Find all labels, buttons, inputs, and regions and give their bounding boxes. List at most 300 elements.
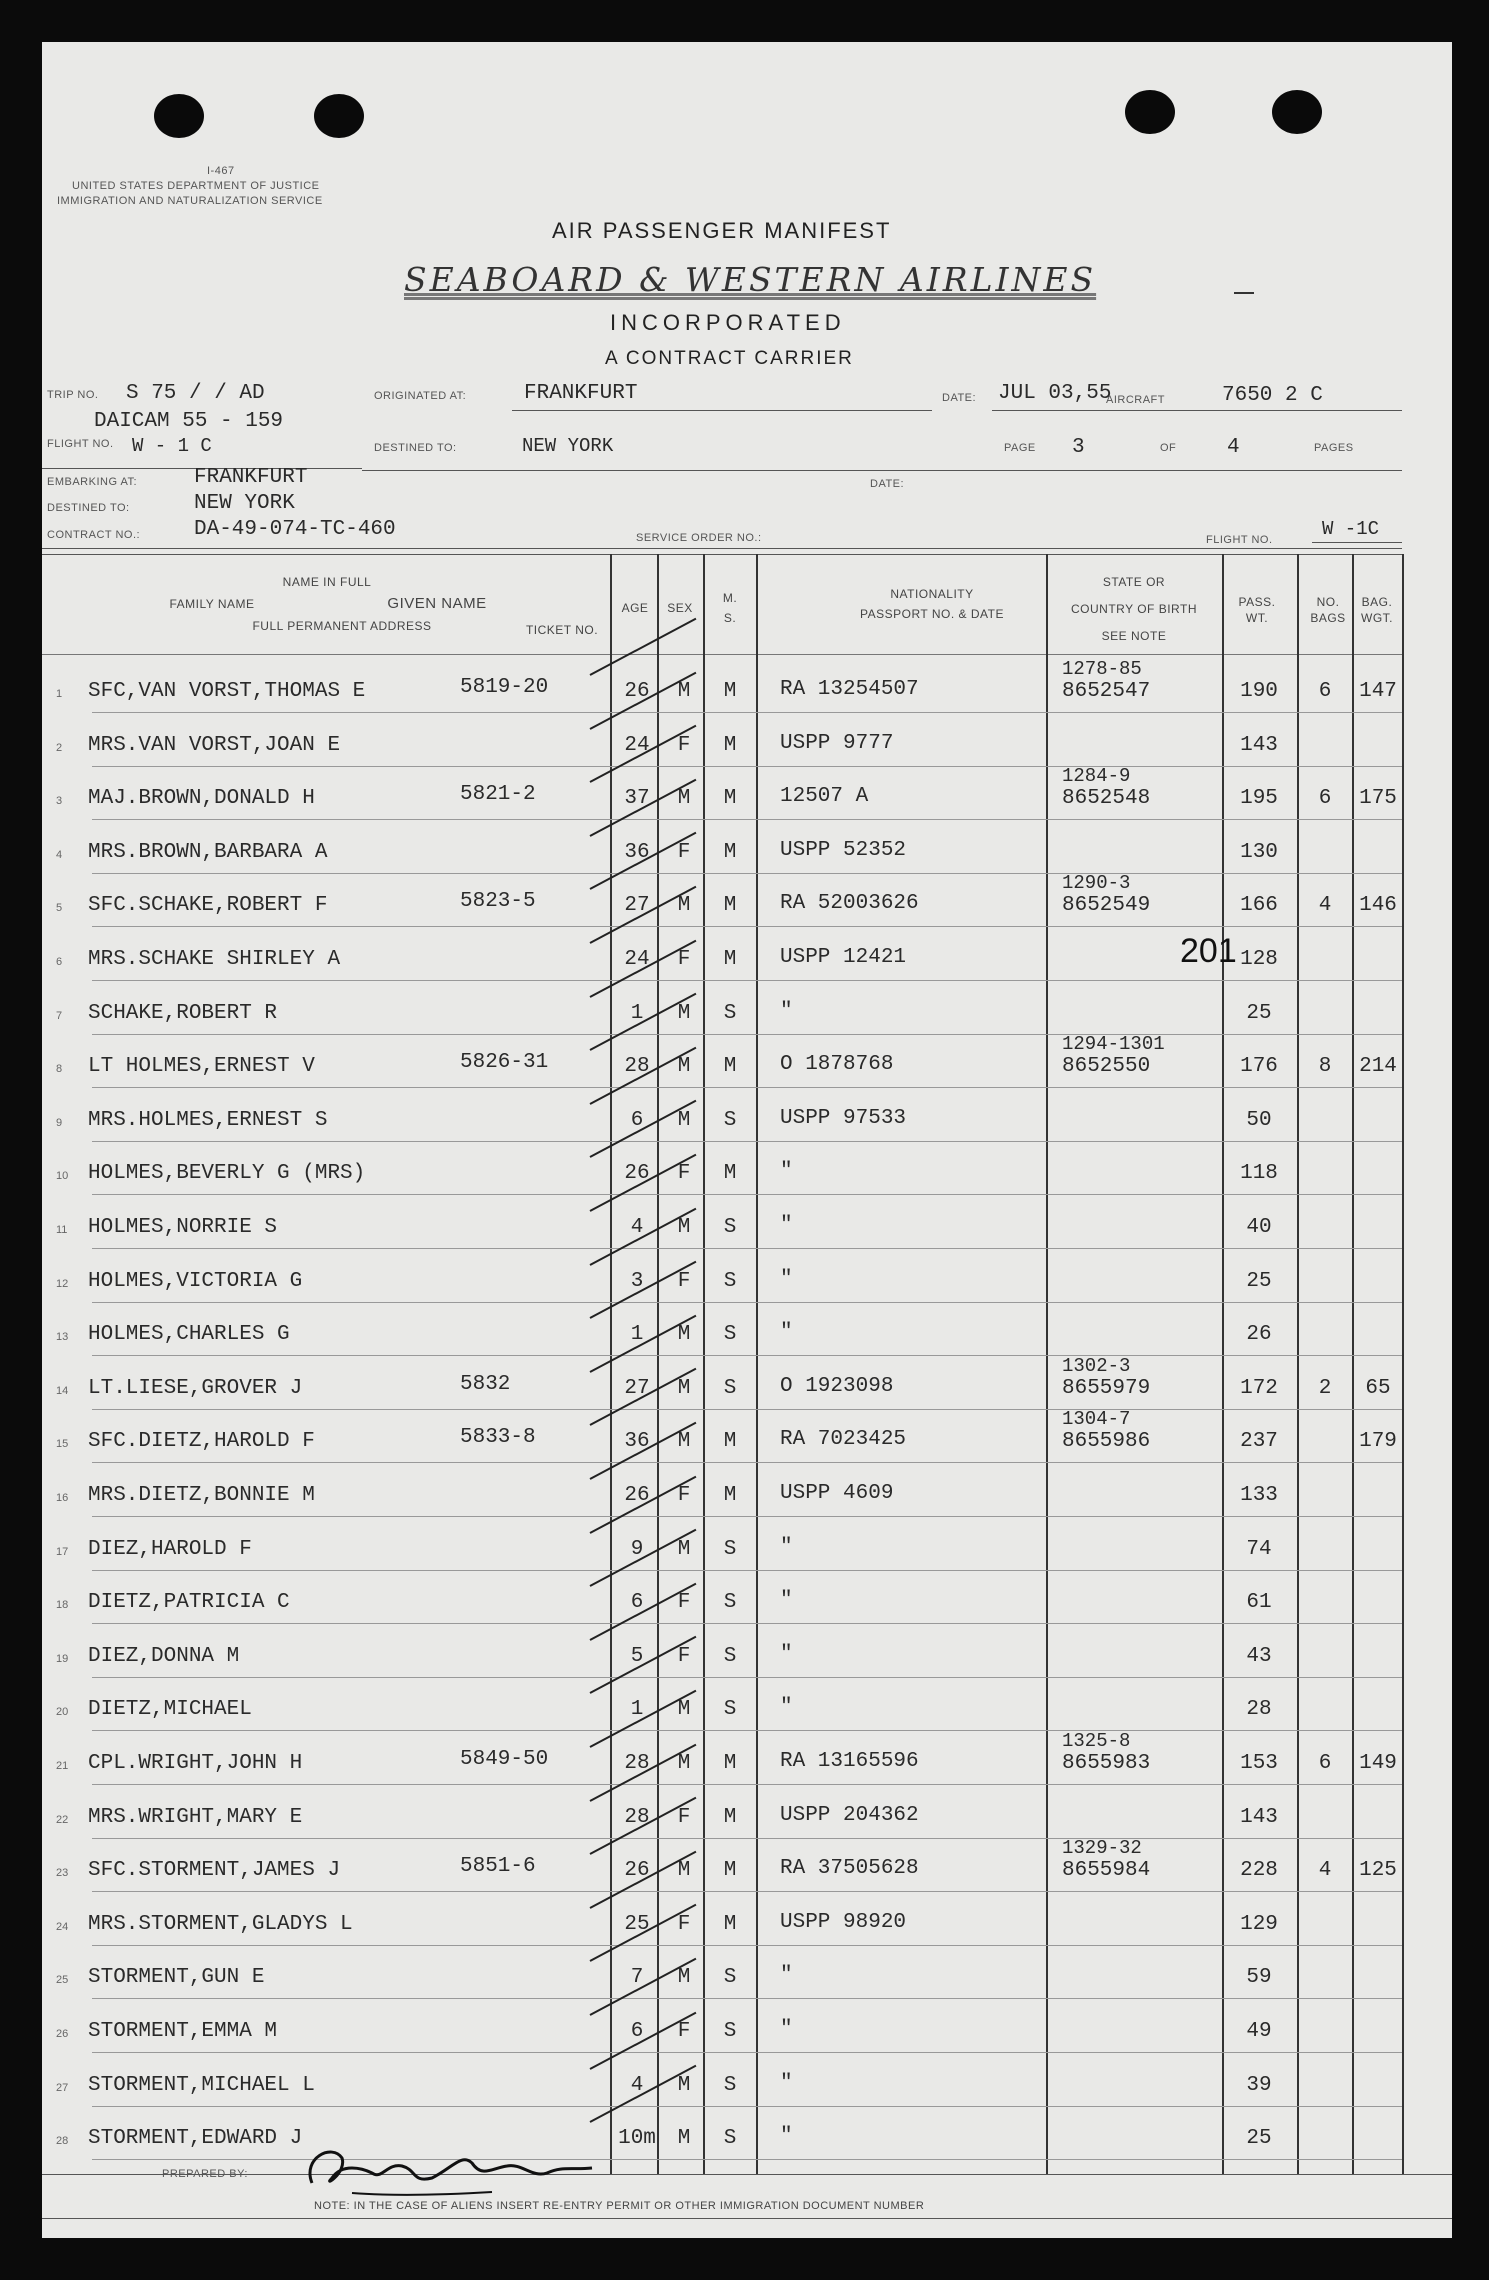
passport-header: PASSPORT NO. & DATE xyxy=(860,607,1004,621)
name-header: NAME IN FULL xyxy=(282,575,372,589)
row-rule xyxy=(92,1570,1402,1571)
passenger-name: MRS.SCHAKE SHIRLEY A xyxy=(88,948,341,971)
sex-cell: M xyxy=(677,787,691,810)
pass-weight: 133 xyxy=(1240,1484,1278,1507)
marital-cell: S xyxy=(723,1002,737,1025)
birth-note-2: 8652550 xyxy=(1062,1055,1151,1078)
date-label: DATE: xyxy=(942,392,977,404)
sex-cell: M xyxy=(677,1430,691,1453)
pass-weight: 61 xyxy=(1246,1591,1272,1614)
passport-cell: USPP 4609 xyxy=(780,1482,894,1505)
sex-cell: F xyxy=(677,1645,691,1668)
age-cell: 26 xyxy=(624,1859,650,1882)
marital-cell: M xyxy=(723,1055,737,1078)
form-title: AIR PASSENGER MANIFEST xyxy=(552,218,892,243)
aircraft-value: 7650 2 C xyxy=(1222,384,1323,407)
marital-cell: M xyxy=(723,1806,737,1829)
bags-count: 4 xyxy=(1318,894,1332,917)
flight-no-label-top: FLIGHT NO. xyxy=(47,438,114,450)
prepared-by-label: PREPARED BY: xyxy=(162,2168,248,2180)
passport-cell: " xyxy=(780,1268,793,1291)
family-name-header: FAMILY NAME xyxy=(169,597,255,611)
row-number: 21 xyxy=(56,1760,69,1772)
flight-no-label: FLIGHT NO. xyxy=(1206,534,1273,546)
pass-weight: 237 xyxy=(1240,1430,1278,1453)
form-number: I-467 xyxy=(207,165,235,177)
row-rule xyxy=(92,2106,1402,2107)
bag-weight: 125 xyxy=(1359,1859,1397,1882)
pass-weight: 28 xyxy=(1246,1698,1272,1721)
age-cell: 6 xyxy=(630,2020,644,2043)
passport-cell: O 1878768 xyxy=(780,1053,894,1076)
row-rule xyxy=(92,1141,1402,1142)
passport-cell: " xyxy=(780,2072,793,2095)
row-number: 17 xyxy=(56,1546,69,1558)
passenger-name: DIEZ,HAROLD F xyxy=(88,1538,252,1561)
passport-cell: " xyxy=(780,1160,793,1183)
contract-no: DA-49-074-TC-460 xyxy=(194,518,396,541)
punch-hole xyxy=(1125,90,1175,134)
ticket-no: 5826-31 xyxy=(460,1051,549,1074)
birth-note-1: 1290-3 xyxy=(1062,872,1131,894)
nationality-header: NATIONALITY xyxy=(890,587,974,601)
sex-cell: M xyxy=(677,1859,691,1882)
pass-wt-header-1: PASS. xyxy=(1238,595,1276,609)
passenger-name: DIETZ,MICHAEL xyxy=(88,1698,252,1721)
marital-cell: S xyxy=(723,1216,737,1239)
sex-cell: M xyxy=(677,1698,691,1721)
row-number: 27 xyxy=(56,2082,69,2094)
bag-wgt-header-1: BAG. xyxy=(1361,595,1393,609)
marital-cell: S xyxy=(723,1270,737,1293)
row-rule xyxy=(92,926,1402,927)
passenger-name: CPL.WRIGHT,JOHN H xyxy=(88,1752,303,1775)
row-rule xyxy=(92,1087,1402,1088)
row-number: 13 xyxy=(56,1331,69,1343)
birth-note-1: 1284-9 xyxy=(1062,765,1131,787)
marital-cell: S xyxy=(723,1323,737,1346)
destined-label-left: DESTINED TO: xyxy=(47,502,130,514)
row-number: 28 xyxy=(56,2135,69,2147)
row-rule xyxy=(92,1677,1402,1678)
pass-weight: 39 xyxy=(1246,2074,1272,2097)
passport-cell: USPP 9777 xyxy=(780,732,894,755)
passport-cell: " xyxy=(780,1964,793,1987)
marital-cell: S xyxy=(723,2127,737,2150)
age-cell: 5 xyxy=(630,1645,644,1668)
bag-weight: 147 xyxy=(1359,680,1397,703)
ticket-no: 5851-6 xyxy=(460,1855,536,1878)
row-rule xyxy=(92,819,1402,820)
birth-note-2: 8652547 xyxy=(1062,680,1151,703)
passenger-name: MRS.STORMENT,GLADYS L xyxy=(88,1913,353,1936)
embarking-at: FRANKFURT xyxy=(194,466,308,489)
marital-cell: M xyxy=(723,1752,737,1775)
age-cell: 36 xyxy=(624,841,650,864)
passenger-name: SFC,VAN VORST,THOMAS E xyxy=(88,680,366,703)
pass-weight: 118 xyxy=(1240,1162,1278,1185)
passport-cell: 12507 A xyxy=(780,785,869,808)
bags-count: 6 xyxy=(1318,680,1332,703)
birth-note-2: 8655986 xyxy=(1062,1430,1151,1453)
date2-label: DATE: xyxy=(870,478,905,490)
passenger-name: MRS.BROWN,BARBARA A xyxy=(88,841,328,864)
passenger-name: MRS.WRIGHT,MARY E xyxy=(88,1806,303,1829)
row-rule xyxy=(92,1838,1402,1839)
incorporated-label: INCORPORATED xyxy=(610,310,846,335)
pass-weight: 59 xyxy=(1246,1966,1272,1989)
age-cell: 1 xyxy=(630,1323,644,1346)
row-rule xyxy=(92,1784,1402,1785)
sex-header: SEX xyxy=(667,601,693,615)
bags-header-2: BAGS xyxy=(1310,611,1346,625)
sex-cell: F xyxy=(677,841,691,864)
pass-weight: 25 xyxy=(1246,1270,1272,1293)
of-label: OF xyxy=(1160,442,1177,454)
pass-weight: 195 xyxy=(1240,787,1278,810)
row-rule xyxy=(92,1462,1402,1463)
pass-weight: 143 xyxy=(1240,1806,1278,1829)
row-rule xyxy=(92,1302,1402,1303)
passport-cell: RA 13254507 xyxy=(780,678,919,701)
passenger-name: DIETZ,PATRICIA C xyxy=(88,1591,290,1614)
ms-m-header: M. xyxy=(722,591,738,605)
row-rule xyxy=(92,873,1402,874)
destined-left: NEW YORK xyxy=(194,492,295,515)
row-number: 26 xyxy=(56,2028,69,2040)
marital-cell: M xyxy=(723,680,737,703)
row-number: 25 xyxy=(56,1974,69,1986)
age-cell: 26 xyxy=(624,1162,650,1185)
passport-cell: " xyxy=(780,1214,793,1237)
annotation-201: 201 xyxy=(1180,932,1237,970)
sex-cell: M xyxy=(677,1109,691,1132)
sex-cell: M xyxy=(677,1538,691,1561)
row-rule xyxy=(92,1891,1402,1892)
birth-header-2: COUNTRY OF BIRTH xyxy=(1070,602,1197,616)
passport-cell: " xyxy=(780,1321,793,1344)
passenger-name: HOLMES,NORRIE S xyxy=(88,1216,278,1239)
sex-cell: M xyxy=(677,2127,691,2150)
trip-no-label: TRIP NO. xyxy=(47,389,99,401)
row-number: 24 xyxy=(56,1921,69,1933)
passenger-name: HOLMES,CHARLES G xyxy=(88,1323,290,1346)
sex-cell: M xyxy=(677,2074,691,2097)
age-cell: 4 xyxy=(630,1216,644,1239)
marital-cell: M xyxy=(723,1430,737,1453)
pass-weight: 43 xyxy=(1246,1645,1272,1668)
passenger-name: DIEZ,DONNA M xyxy=(88,1645,240,1668)
sex-cell: M xyxy=(677,1216,691,1239)
age-cell: 36 xyxy=(624,1430,650,1453)
bags-count: 6 xyxy=(1318,1752,1332,1775)
passport-cell: RA 13165596 xyxy=(780,1750,919,1773)
ticket-no: 5833-8 xyxy=(460,1426,536,1449)
row-rule xyxy=(92,1355,1402,1356)
originated-label: ORIGINATED AT: xyxy=(374,390,467,402)
row-rule xyxy=(92,2052,1402,2053)
pass-weight: 143 xyxy=(1240,734,1278,757)
marital-cell: M xyxy=(723,787,737,810)
sex-cell: F xyxy=(677,1591,691,1614)
passport-cell: " xyxy=(780,1696,793,1719)
embarking-label: EMBARKING AT: xyxy=(47,476,138,488)
birth-note-2: 8652549 xyxy=(1062,894,1151,917)
row-rule xyxy=(92,1034,1402,1035)
age-cell: 7 xyxy=(630,1966,644,1989)
marital-cell: S xyxy=(723,1109,737,1132)
pass-weight: 26 xyxy=(1246,1323,1272,1346)
ticket-no: 5832 xyxy=(460,1373,511,1396)
age-cell: 24 xyxy=(624,734,650,757)
passport-cell: USPP 98920 xyxy=(780,1911,907,1934)
passenger-name: LT HOLMES,ERNEST V xyxy=(88,1055,315,1078)
row-rule xyxy=(92,1623,1402,1624)
passport-cell: RA 37505628 xyxy=(780,1857,919,1880)
birth-note-2: 8655983 xyxy=(1062,1752,1151,1775)
marital-cell: S xyxy=(723,2020,737,2043)
date-value: JUL 03,55 xyxy=(998,382,1112,405)
passenger-name: STORMENT,EDWARD J xyxy=(88,2127,303,2150)
passenger-name: MAJ.BROWN,DONALD H xyxy=(88,787,315,810)
sex-cell: M xyxy=(677,1966,691,1989)
passport-cell: " xyxy=(780,1000,793,1023)
pass-weight: 190 xyxy=(1240,680,1278,703)
pass-weight: 40 xyxy=(1246,1216,1272,1239)
row-rule xyxy=(92,980,1402,981)
sex-cell: F xyxy=(677,948,691,971)
birth-note-1: 1302-3 xyxy=(1062,1355,1131,1377)
row-rule xyxy=(92,1998,1402,1999)
sex-cell: M xyxy=(677,1323,691,1346)
row-number: 12 xyxy=(56,1278,69,1290)
birth-note-1: 1304-7 xyxy=(1062,1408,1131,1430)
marital-cell: M xyxy=(723,1913,737,1936)
pass-weight: 25 xyxy=(1246,2127,1272,2150)
marital-cell: S xyxy=(723,1591,737,1614)
passport-cell: USPP 52352 xyxy=(780,839,907,862)
age-cell: 28 xyxy=(624,1055,650,1078)
carrier-type: A CONTRACT CARRIER xyxy=(605,348,854,369)
bags-count: 4 xyxy=(1318,1859,1332,1882)
age-cell: 28 xyxy=(624,1806,650,1829)
punch-hole xyxy=(154,94,204,138)
pass-weight: 228 xyxy=(1240,1859,1278,1882)
flight-no: W -1C xyxy=(1322,518,1380,540)
bag-wgt-header-2: WGT. xyxy=(1361,611,1393,625)
birth-note-1: 1294-1301 xyxy=(1062,1033,1165,1055)
age-cell: 27 xyxy=(624,1377,650,1400)
sex-cell: F xyxy=(677,1484,691,1507)
page-value: 3 xyxy=(1072,436,1085,459)
punch-hole xyxy=(314,94,364,138)
pass-weight: 74 xyxy=(1246,1538,1272,1561)
destined-to: NEW YORK xyxy=(522,435,614,457)
row-number: 23 xyxy=(56,1867,69,1879)
sex-cell: F xyxy=(677,2020,691,2043)
sex-cell: M xyxy=(677,1002,691,1025)
passenger-name: MRS.DIETZ,BONNIE M xyxy=(88,1484,315,1507)
contract-label: CONTRACT NO.: xyxy=(47,529,141,541)
punch-hole xyxy=(1272,90,1322,134)
page-label: PAGE xyxy=(1004,442,1036,454)
row-number: 20 xyxy=(56,1706,69,1718)
full-address-header: FULL PERMANENT ADDRESS xyxy=(252,619,432,633)
marital-cell: S xyxy=(723,1538,737,1561)
passenger-name: SCHAKE,ROBERT R xyxy=(88,1002,278,1025)
bag-weight: 149 xyxy=(1359,1752,1397,1775)
ticket-no-header: TICKET NO. xyxy=(525,623,599,637)
passport-cell: USPP 204362 xyxy=(780,1804,919,1827)
birth-note-2: 8655979 xyxy=(1062,1377,1151,1400)
age-cell: 9 xyxy=(630,1538,644,1561)
passenger-name: LT.LIESE,GROVER J xyxy=(88,1377,303,1400)
row-number: 5 xyxy=(56,902,63,914)
pass-weight: 166 xyxy=(1240,894,1278,917)
manifest-page xyxy=(42,42,1452,2238)
ticket-no: 5823-5 xyxy=(460,890,536,913)
age-cell: 27 xyxy=(624,894,650,917)
pass-weight: 128 xyxy=(1240,948,1278,971)
row-number: 16 xyxy=(56,1492,69,1504)
age-cell: 6 xyxy=(630,1109,644,1132)
pass-weight: 176 xyxy=(1240,1055,1278,1078)
originated-at: FRANKFURT xyxy=(524,382,638,405)
passenger-name: STORMENT,MICHAEL L xyxy=(88,2074,315,2097)
passenger-name: MRS.VAN VORST,JOAN E xyxy=(88,734,341,757)
pass-weight: 25 xyxy=(1246,1002,1272,1025)
row-number: 7 xyxy=(56,1010,63,1022)
row-number: 22 xyxy=(56,1814,69,1826)
footer-note: NOTE: IN THE CASE OF ALIENS INSERT RE-ENTRY PERMIT OR OTHER IMMIGRATION DOCUMENT NUMBER xyxy=(314,2200,925,2212)
passport-cell: O 1923098 xyxy=(780,1375,894,1398)
pass-weight: 49 xyxy=(1246,2020,1272,2043)
passport-cell: " xyxy=(780,2125,793,2148)
row-number: 8 xyxy=(56,1063,63,1075)
signature xyxy=(292,2138,622,2208)
age-cell: 28 xyxy=(624,1752,650,1775)
ticket-no: 5821-2 xyxy=(460,783,536,806)
given-name-header: GIVEN NAME xyxy=(387,595,487,612)
service-order-label: SERVICE ORDER NO.: xyxy=(636,532,762,544)
pass-weight: 129 xyxy=(1240,1913,1278,1936)
age-cell: 10m xyxy=(618,2127,656,2150)
destined-label: DESTINED TO: xyxy=(374,442,457,454)
passenger-name: STORMENT,GUN E xyxy=(88,1966,265,1989)
birth-note-1: 1325-8 xyxy=(1062,1730,1131,1752)
row-rule xyxy=(92,1409,1402,1410)
row-number: 2 xyxy=(56,742,63,754)
passport-cell: " xyxy=(780,1643,793,1666)
marital-cell: M xyxy=(723,1484,737,1507)
row-rule xyxy=(92,766,1402,767)
age-cell: 26 xyxy=(624,1484,650,1507)
row-number: 9 xyxy=(56,1117,63,1129)
pass-weight: 50 xyxy=(1246,1109,1272,1132)
aircraft-label: AIRCRAFT xyxy=(1106,394,1165,406)
passport-cell: RA 7023425 xyxy=(780,1428,907,1451)
birth-note-2: 8652548 xyxy=(1062,787,1151,810)
sex-cell: F xyxy=(677,1913,691,1936)
birth-note-2: 8655984 xyxy=(1062,1859,1151,1882)
sex-cell: M xyxy=(677,894,691,917)
row-rule xyxy=(92,1730,1402,1731)
row-rule xyxy=(92,2159,1402,2160)
pass-weight: 130 xyxy=(1240,841,1278,864)
daicam-number: DAICAM 55 - 159 xyxy=(94,410,284,433)
row-rule xyxy=(92,1248,1402,1249)
sex-cell: M xyxy=(677,1752,691,1775)
row-rule xyxy=(92,712,1402,713)
passport-cell: " xyxy=(780,1589,793,1612)
sex-cell: F xyxy=(677,1270,691,1293)
passenger-name: HOLMES,BEVERLY G (MRS) xyxy=(88,1162,366,1185)
age-cell: 6 xyxy=(630,1591,644,1614)
agency-line1: UNITED STATES DEPARTMENT OF JUSTICE xyxy=(72,180,320,192)
agency-line2: IMMIGRATION AND NATURALIZATION SERVICE xyxy=(57,195,323,207)
row-number: 18 xyxy=(56,1599,69,1611)
bag-weight: 65 xyxy=(1365,1377,1391,1400)
pass-wt-header-2: WT. xyxy=(1245,611,1269,625)
age-cell: 37 xyxy=(624,787,650,810)
sex-cell: F xyxy=(677,1162,691,1185)
pencil-mark xyxy=(1234,292,1254,294)
ms-s-header: S. xyxy=(723,611,737,625)
bag-weight: 175 xyxy=(1359,787,1397,810)
bags-count: 6 xyxy=(1318,787,1332,810)
birth-note-1: 1278-85 xyxy=(1062,658,1142,680)
bag-weight: 146 xyxy=(1359,894,1397,917)
pages-value: 4 xyxy=(1227,436,1240,459)
row-number: 3 xyxy=(56,795,63,807)
sex-cell: F xyxy=(677,1806,691,1829)
passenger-name: SFC.SCHAKE,ROBERT F xyxy=(88,894,328,917)
row-number: 11 xyxy=(56,1224,68,1236)
age-cell: 1 xyxy=(630,1698,644,1721)
flight-no-top: W - 1 C xyxy=(132,435,212,457)
passport-cell: USPP 97533 xyxy=(780,1107,907,1130)
row-number: 10 xyxy=(56,1170,69,1182)
pages-label: PAGES xyxy=(1314,442,1354,454)
passport-cell: " xyxy=(780,1536,793,1559)
marital-cell: M xyxy=(723,1859,737,1882)
age-cell: 25 xyxy=(624,1913,650,1936)
age-cell: 24 xyxy=(624,948,650,971)
marital-cell: S xyxy=(723,2074,737,2097)
row-number: 15 xyxy=(56,1438,69,1450)
bag-weight: 179 xyxy=(1359,1430,1397,1453)
passenger-name: SFC.STORMENT,JAMES J xyxy=(88,1859,341,1882)
marital-cell: M xyxy=(723,894,737,917)
passport-cell: RA 52003626 xyxy=(780,892,919,915)
marital-cell: S xyxy=(723,1645,737,1668)
bags-count: 2 xyxy=(1318,1377,1332,1400)
passport-cell: " xyxy=(780,2018,793,2041)
passenger-name: MRS.HOLMES,ERNEST S xyxy=(88,1109,328,1132)
bags-count: 8 xyxy=(1318,1055,1332,1078)
bag-weight: 214 xyxy=(1359,1055,1397,1078)
marital-cell: S xyxy=(723,1966,737,1989)
age-cell: 1 xyxy=(630,1002,644,1025)
birth-header-1: STATE OR xyxy=(1102,575,1166,589)
age-header: AGE xyxy=(621,601,649,615)
birth-note-1: 1329-32 xyxy=(1062,1837,1142,1859)
row-number: 4 xyxy=(56,849,63,861)
row-number: 1 xyxy=(56,688,63,700)
marital-cell: M xyxy=(723,948,737,971)
trip-no: S 75 / / AD xyxy=(126,382,265,405)
ticket-no: 5849-50 xyxy=(460,1748,549,1771)
